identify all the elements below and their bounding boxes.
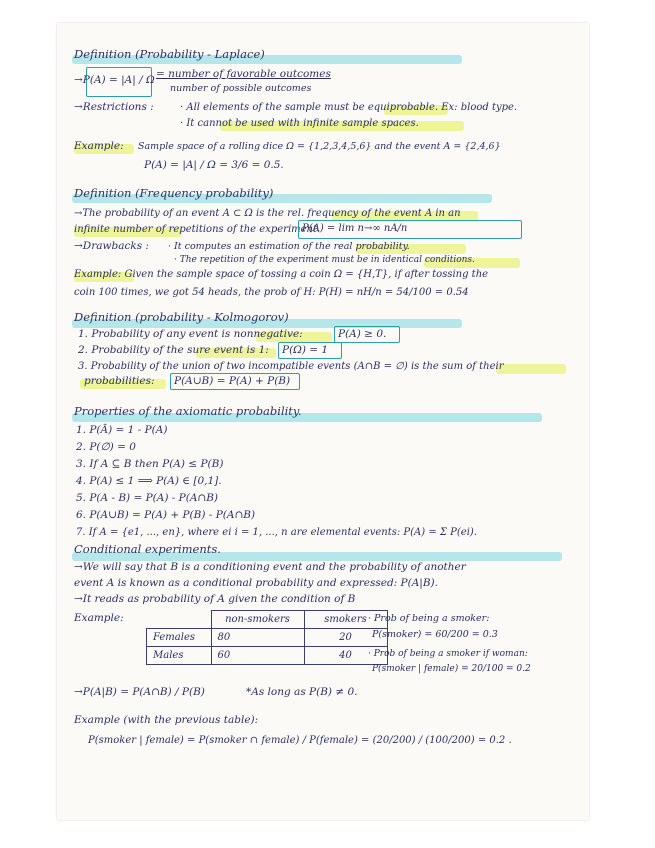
property-4: 4. P(A) ≤ 1 ⟹ P(A) ∈ [0,1]. <box>76 475 222 487</box>
property-7: 7. If A = {e1, ..., en}, where ei i = 1, ..., n are elemental events: P(A) = Σ P(ei). <box>76 527 477 538</box>
table-cell: Males <box>147 647 212 665</box>
example-label: Example: <box>74 612 124 624</box>
conditional-line-2: event A is known as a conditional probability and expressed: P(A|B). <box>74 577 438 589</box>
table-row <box>147 647 388 665</box>
table-row <box>147 629 388 647</box>
restrictions-label: →Restrictions : <box>74 101 154 113</box>
table-cell: 40 <box>304 647 387 665</box>
axiom-2-formula: P(Ω) = 1 <box>282 344 329 356</box>
frequency-example-line-1: Example: Given the sample space of tossing a coin Ω = {H,T}, if after tossing the <box>74 269 489 280</box>
axiom-3-line-1: 3. Probability of the union of two incompatible events (A∩B = ∅) is the sum of their <box>78 361 504 372</box>
table-header-row <box>147 611 388 629</box>
table-note-1: · Prob of being a smoker: <box>368 613 490 624</box>
frequency-line-1: →The probability of an event A ⊂ Ω is the rel. frequency of the event A in an <box>74 208 461 219</box>
laplace-formula-denominator: number of possible outcomes <box>170 83 312 94</box>
example-2-formula: P(smoker | female) = P(smoker ∩ female) / P(female) = (20/200) / (100/200) = 0.2 . <box>88 735 512 746</box>
property-2: 2. P(∅) = 0 <box>76 441 136 453</box>
table-note-3: · Prob of being a smoker if woman: <box>368 649 528 659</box>
laplace-example-line-1: Sample space of a rolling dice Ω = {1,2,3,4,5,6} and the event A = {2,4,6} <box>138 141 501 152</box>
table-cell: 60 <box>211 647 304 665</box>
table-header-cell <box>147 611 212 629</box>
table-note-2: P(smoker) = 60/200 = 0.3 <box>372 629 498 640</box>
section-title-laplace: Definition (Probability - Laplace) <box>74 47 265 61</box>
restriction-1: · All elements of the sample must be equiprobable. Ex: blood type. <box>180 102 518 113</box>
example-2-label: Example (with the previous table): <box>74 714 259 726</box>
laplace-formula-lhs: →P(A) = |A| / Ω <box>74 74 155 86</box>
table-note-4: P(smoker | female) = 20/100 = 0.2 <box>372 664 531 674</box>
section-title-conditional: Conditional experiments. <box>74 542 221 556</box>
laplace-example-line-2: P(A) = |A| / Ω = 3/6 = 0.5. <box>144 159 284 171</box>
property-1: 1. P(Ā) = 1 - P(A) <box>76 424 168 436</box>
axiom-2: 2. Probability of the sure event is 1: <box>78 344 269 356</box>
table-header-cell: smokers <box>304 611 387 629</box>
conditional-line-3: →It reads as probability of A given the condition of B <box>74 593 356 605</box>
property-3: 3. If A ⊆ B then P(A) ≤ P(B) <box>76 458 224 470</box>
table-cell: 20 <box>304 629 387 647</box>
conditional-formula-note: *As long as P(B) ≠ 0. <box>246 686 358 698</box>
section-title-frequency: Definition (Frequency probability) <box>74 186 274 200</box>
drawbacks-label: →Drawbacks : <box>74 240 149 252</box>
table-header-cell: non-smokers <box>211 611 304 629</box>
property-5: 5. P(A - B) = P(A) - P(A∩B) <box>76 492 219 504</box>
conditional-formula: →P(A|B) = P(A∩B) / P(B) <box>74 686 205 698</box>
table-cell: Females <box>147 629 212 647</box>
frequency-line-2: infinite number of repetitions of the experiment. <box>74 224 321 235</box>
axiom-3-formula: P(A∪B) = P(A) + P(B) <box>174 375 291 387</box>
frequency-example-line-2: coin 100 times, we got 54 heads, the prob of H: P(H) = nH/n = 54/100 = 0.54 <box>74 287 469 298</box>
section-title-kolmogorov: Definition (probability - Kolmogorov) <box>74 310 289 324</box>
drawback-2: · The repetition of the experiment must be in identical conditions. <box>174 255 475 265</box>
conditional-line-1: →We will say that B is a conditioning event and the probability of another <box>74 561 466 573</box>
restriction-2: · It cannot be used with infinite sample spaces. <box>180 118 419 129</box>
example-label: Example: <box>74 140 124 152</box>
property-6: 6. P(A∪B) = P(A) + P(B) - P(A∩B) <box>76 509 256 521</box>
table-cell: 80 <box>211 629 304 647</box>
laplace-formula-numerator: = number of favorable outcomes <box>156 68 331 80</box>
axiom-3-line-2: probabilities: <box>84 375 155 387</box>
highlight <box>496 364 566 374</box>
smokers-table <box>146 610 388 665</box>
drawback-1: · It computes an estimation of the real probability. <box>168 241 410 252</box>
section-title-properties: Properties of the axiomatic probability. <box>74 404 302 418</box>
axiom-1-formula: P(A) ≥ 0. <box>338 328 387 340</box>
frequency-formula: P(A) = lim n→∞ nA/n <box>302 223 408 234</box>
axiom-1: 1. Probability of any event is nonnegative: <box>78 328 303 340</box>
